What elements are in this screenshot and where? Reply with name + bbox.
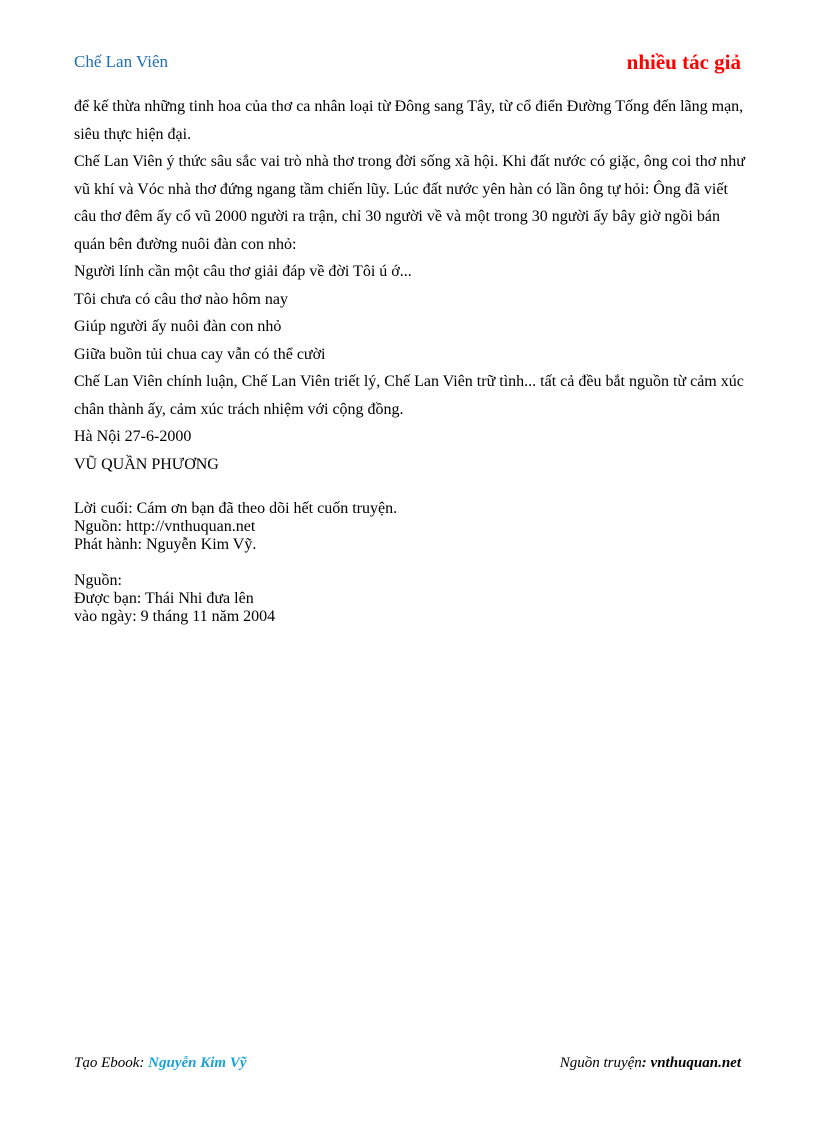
footer-source-credit bbox=[560, 1055, 741, 1072]
footer-colon: : bbox=[139, 1055, 149, 1071]
spacer bbox=[74, 554, 397, 572]
poem-line: Giúp người ấy nuôi đàn con nhỏ bbox=[74, 318, 282, 335]
poem-line: Người lính cần một câu thơ giải đáp về đời Tôi ú ớ... bbox=[74, 263, 412, 280]
place-date: Hà Nội 27-6-2000 bbox=[74, 428, 192, 445]
upload-date: vào ngày: 9 tháng 11 năm 2004 bbox=[74, 608, 276, 625]
footer-ebook-credit bbox=[74, 1055, 247, 1072]
footer-source-label: Nguồn truyện bbox=[559, 1055, 642, 1071]
poem-line: Giữa buồn tủi chua cay vẫn có thể cười bbox=[74, 345, 326, 363]
footer-colon: : bbox=[641, 1055, 651, 1071]
footer-ebook-label: Tạo Ebook bbox=[74, 1055, 140, 1071]
source-line: Nguồn: http://vnthuquan.net bbox=[74, 518, 256, 535]
body-text bbox=[74, 93, 746, 478]
source-label: Nguồn: bbox=[74, 572, 122, 589]
publisher-line: Phát hành: Nguyễn Kim Vỹ. bbox=[74, 536, 257, 553]
article-author: VŨ QUẦN PHƯƠNG bbox=[74, 455, 219, 473]
paragraph: Chế Lan Viên chính luận, Chế Lan Viên triết lý, Chế Lan Viên trữ tình... tất cả đều bắt nguồn từ cảm xúc chân thành ấy, cảm xúc trách nhiệm với cộng đồng. bbox=[74, 373, 744, 418]
poem-line: Tôi chưa có câu thơ nào hôm nay bbox=[74, 290, 288, 308]
contributor-line: Được bạn: Thái Nhi đưa lên bbox=[74, 590, 254, 607]
footer-source-site: vnthuquan.net bbox=[650, 1055, 741, 1071]
header-collection: nhiều tác giả bbox=[626, 50, 741, 74]
paragraph: để kế thừa những tinh hoa của thơ ca nhân loại từ Đông sang Tây, từ cổ điển Đường Tống đến lãng mạn, siêu thực hiện đại. bbox=[74, 98, 744, 143]
footer-ebook-creator: Nguyễn Kim Vỹ bbox=[148, 1055, 247, 1071]
header-author: Chế Lan Viên bbox=[74, 52, 169, 71]
closing-note: Lời cuối: Cám ơn bạn đã theo dõi hết cuốn truyện. bbox=[74, 500, 398, 517]
credits-block bbox=[74, 500, 397, 626]
paragraph: Chế Lan Viên ý thức sâu sắc vai trò nhà thơ trong đời sống xã hội. Khi đất nước có giặc, ông coi thơ như vũ khí và Vóc nhà thơ đứng ngang tầm chiến lũy. Lúc đất nước yên hàn có lần ông tự hỏi: Ông đã viết câu thơ đêm ấy cổ vũ 2000 người ra trận, chỉ 30 người về và một trong 30 người ấy bây giờ ngồi bán quán bên đường nuôi đàn con nhỏ: bbox=[74, 153, 745, 253]
